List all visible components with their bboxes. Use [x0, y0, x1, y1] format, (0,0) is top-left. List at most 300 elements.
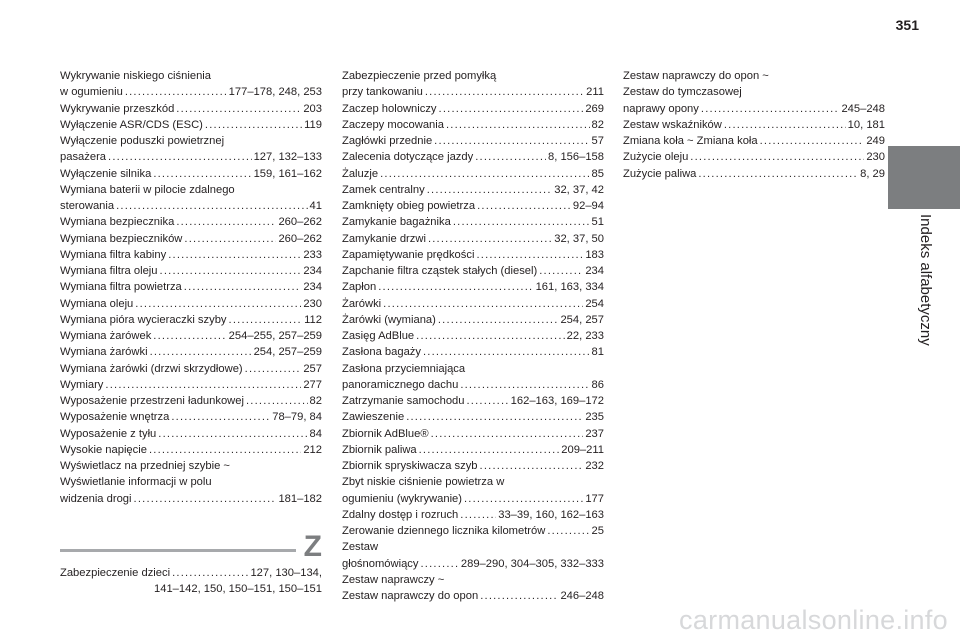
dot-leader [464, 491, 583, 507]
index-entry-pages: 183 [585, 248, 604, 261]
index-entry-line [342, 214, 604, 230]
index-entry-pages: 177–178, 248, 253 [228, 86, 322, 99]
index-entry-term-line: Wymiana baterii w pilocie zdalnego [60, 183, 235, 196]
index-entry-line [342, 166, 604, 182]
index-column-3 [623, 68, 885, 182]
dot-leader [184, 231, 276, 247]
index-entry [60, 247, 322, 263]
index-entry-line [342, 231, 604, 247]
index-entry [342, 426, 604, 442]
index-entry [342, 149, 604, 165]
dot-leader [701, 101, 840, 117]
index-entry-term: naprawy opony [623, 102, 699, 115]
index-entry-pages: 212 [303, 443, 322, 456]
dot-leader [150, 344, 252, 360]
index-entry-pages: 234 [303, 281, 322, 294]
index-entry-pages: 82 [591, 118, 604, 131]
dot-leader [116, 198, 307, 214]
dot-leader [153, 328, 226, 344]
index-entry-term: Żarówki (wymiana) [342, 313, 436, 326]
index-column-z [60, 565, 322, 598]
index-entry-term: Zmiana koła ~ Zmiana koła [623, 135, 758, 147]
index-entry [60, 361, 322, 377]
dot-leader [380, 166, 589, 182]
dot-leader [698, 166, 858, 182]
index-entry-line [342, 523, 604, 539]
index-entry-term: Wymiana żarówki (drzwi skrzydłowe) [60, 362, 243, 375]
index-entry-line [60, 442, 322, 458]
index-entry [342, 361, 604, 394]
index-entry [342, 296, 604, 312]
index-entry [342, 247, 604, 263]
index-entry-line [60, 565, 322, 581]
index-entry-term: Wyposażenie przestrzeni ładunkowej [60, 395, 244, 407]
index-entry-pages: 10, 181 [847, 118, 885, 131]
index-entry-term: Wysokie napięcie [60, 443, 147, 456]
index-entry-pages: 161, 163, 334 [535, 281, 604, 294]
dot-leader [760, 133, 865, 149]
index-entry-pages: 32, 37, 50 [554, 232, 604, 245]
index-entry-line [342, 442, 604, 458]
index-entry-line [342, 344, 604, 360]
dot-leader [108, 149, 252, 165]
dot-leader [477, 198, 571, 214]
index-entry-pages: 230 [866, 151, 885, 164]
index-entry-pages: 203 [303, 102, 322, 115]
dot-leader [105, 377, 301, 393]
index-entry-line [623, 117, 885, 133]
index-entry-term: Wymiana żarówek [60, 330, 152, 342]
dot-leader [245, 361, 302, 377]
index-entry-line [60, 149, 322, 165]
index-entry-term: Zasłona bagaży [342, 346, 421, 359]
index-entry-pages: 245–248 [841, 102, 885, 115]
index-entry [342, 166, 604, 182]
dot-leader [184, 279, 302, 295]
dot-leader [176, 214, 276, 230]
index-entry-term: Żaluzje [342, 167, 379, 180]
index-entry [60, 101, 322, 117]
index-entry-pages: 57 [591, 135, 604, 147]
index-entry-pages: 246–248 [560, 590, 604, 602]
index-entry [342, 344, 604, 360]
index-entry-line [623, 101, 885, 117]
index-entry-term-line: Zestaw naprawczy ~ [342, 573, 445, 586]
index-entry-pages: 119 [304, 118, 322, 131]
index-entry-term: Wymiana żarówki [60, 346, 148, 359]
dot-leader [434, 133, 589, 149]
index-entry-pages: 254 [585, 297, 604, 310]
dot-leader [176, 101, 301, 117]
index-entry [342, 198, 604, 214]
dot-leader [431, 426, 584, 442]
index-entry [60, 458, 322, 507]
index-entry-term: Zbiornik spryskiwacza szyb [342, 460, 478, 472]
dot-leader [428, 231, 552, 247]
index-entry-term: Wyłączenie ASR/CDS (ESC) [60, 118, 203, 131]
index-entry-line [60, 312, 322, 328]
index-entry [60, 68, 322, 101]
index-entry-term: Zużycie paliwa [623, 167, 697, 180]
dot-leader [153, 166, 251, 182]
index-entry-pages: 127, 132–133 [253, 151, 322, 164]
index-entry-term-line: Wykrywanie niskiego ciśnienia [60, 70, 211, 82]
dot-leader [480, 458, 584, 474]
index-entry-line [342, 198, 604, 214]
index-entry [342, 312, 604, 328]
index-entry-line [60, 117, 322, 133]
index-entry [60, 279, 322, 295]
index-entry-pages: 232 [585, 460, 604, 472]
index-entry-line [60, 198, 322, 214]
dot-leader [467, 393, 509, 409]
index-entry-term: Zasięg AdBlue [342, 330, 415, 342]
index-entry-line [342, 426, 604, 442]
index-entry-term-line: Wyświetlanie informacji w polu [60, 476, 212, 489]
index-entry-line [60, 361, 322, 377]
index-entry-term: ogumieniu (wykrywanie) [342, 492, 462, 505]
index-entry-term-line: Wyłączenie poduszki powietrznej [60, 135, 225, 147]
index-entry-term-line: Zestaw do tymczasowej [623, 86, 742, 99]
index-entry-line [60, 491, 322, 507]
dot-leader [480, 588, 558, 604]
index-entry-pages: 235 [585, 411, 604, 424]
index-entry [342, 507, 604, 523]
index-entry-line [60, 328, 322, 344]
index-entry-pages: 81 [591, 346, 604, 359]
index-entry [623, 133, 885, 149]
index-entry-term: Wymiana filtra powietrza [60, 281, 182, 294]
index-entry-line [60, 101, 322, 117]
index-entry-pages: 269 [585, 102, 604, 115]
dot-leader [158, 426, 307, 442]
watermark: carmanualsonline.info [679, 605, 948, 635]
index-entry-term-line: Zabezpieczenie przed pomyłką [342, 70, 497, 82]
index-entry-pages: 8, 156–158 [548, 151, 604, 164]
dot-leader [416, 328, 565, 344]
index-entry-line [342, 84, 604, 100]
index-entry-pages-continued: 141–142, 150, 150–151, 150–151 [154, 583, 322, 596]
index-entry-term: Wykrywanie przeszkód [60, 102, 175, 115]
index-entry-pages: 84 [309, 427, 322, 440]
index-entry-pages: 92–94 [572, 200, 604, 212]
dot-leader [246, 393, 308, 409]
index-entry-pages: 230 [303, 297, 322, 310]
dot-leader [135, 296, 301, 312]
index-entry-term: Zbiornik AdBlue® [342, 427, 429, 440]
page-number: 351 [895, 17, 919, 33]
index-entry-line [342, 101, 604, 117]
index-entry-term: Wymiana pióra wycieraczki szyby [60, 313, 227, 326]
index-entry-term: Zapłon [342, 281, 377, 294]
index-entry-line [342, 328, 604, 344]
index-entry-term: sterowania [60, 200, 115, 212]
index-entry-pages: 237 [585, 427, 604, 440]
index-entry-pages: 51 [591, 216, 604, 229]
index-entry-term: Zdalny dostęp i rozruch [342, 508, 459, 521]
index-entry-term: Wymiana filtra kabiny [60, 248, 167, 261]
index-entry [342, 442, 604, 458]
index-entry-pages: 33–39, 160, 162–163 [498, 508, 604, 521]
index-entry-pages: 177 [585, 492, 604, 505]
index-entry-term-line: Zasłona przyciemniająca [342, 362, 466, 375]
index-entry-line [342, 263, 604, 279]
index-entry-pages: 82 [309, 395, 322, 407]
index-entry [623, 68, 885, 117]
index-entry-pages: 254, 257 [560, 313, 604, 326]
index-entry-pages: 112 [304, 313, 322, 326]
index-entry-term-line: Wyświetlacz na przedniej szybie ~ [60, 460, 230, 472]
index-entry [623, 149, 885, 165]
index-entry [60, 263, 322, 279]
index-entry-line [342, 133, 604, 149]
index-entry-line [60, 393, 322, 409]
index-entry-term: Zapamiętywanie prędkości [342, 248, 475, 261]
index-entry [342, 133, 604, 149]
dot-leader [690, 149, 864, 165]
index-entry [342, 572, 604, 605]
index-entry-term: Żarówki [342, 297, 382, 310]
index-entry [60, 409, 322, 425]
dot-leader [460, 507, 496, 523]
index-entry-line [60, 426, 322, 442]
index-entry-pages: 181–182 [278, 492, 322, 505]
index-entry-line [623, 166, 885, 182]
index-entry-term: Wyposażenie z tyłu [60, 427, 157, 440]
index-entry-pages: 162–163, 169–172 [510, 395, 604, 407]
index-entry-term: Zabezpieczenie dzieci [60, 567, 171, 579]
dot-leader [378, 279, 533, 295]
index-entry-line [60, 231, 322, 247]
dot-leader [168, 247, 301, 263]
index-entry-line [342, 149, 604, 165]
chapter-tab [888, 146, 960, 209]
index-entry-line [342, 588, 604, 604]
dot-leader [724, 117, 846, 133]
index-entry [342, 328, 604, 344]
section-divider [60, 549, 296, 552]
index-entry [342, 231, 604, 247]
dot-leader [547, 523, 589, 539]
index-entry-term: Wymiary [60, 378, 104, 391]
dot-leader [125, 84, 227, 100]
index-entry-term: Zamknięty obieg powietrza [342, 200, 476, 212]
index-entry-line [342, 182, 604, 198]
index-entry [60, 312, 322, 328]
index-entry-term: przy tankowaniu [342, 86, 423, 99]
index-entry [342, 182, 604, 198]
index-entry [342, 101, 604, 117]
index-entry-line [342, 556, 604, 572]
index-entry-pages: 78–79, 84 [272, 411, 322, 424]
index-entry-term: głośnomówiący [342, 557, 419, 570]
index-entry-term: Zaczepy mocowania [342, 118, 444, 131]
index-entry-term-line: Zestaw naprawczy do opon ~ [623, 70, 769, 82]
index-entry-term: Zamek centralny [342, 183, 425, 196]
index-entry [60, 117, 322, 133]
index-entry-line [623, 149, 885, 165]
index-entry [342, 263, 604, 279]
index-entry-term: Zawieszenie [342, 411, 405, 424]
index-entry-line [342, 279, 604, 295]
dot-leader [205, 117, 302, 133]
dot-leader [406, 409, 583, 425]
index-entry-term: Wyposażenie wnętrza [60, 411, 170, 424]
index-entry [60, 377, 322, 393]
index-entry-term: Zatrzymanie samochodu [342, 395, 465, 407]
index-entry [342, 523, 604, 539]
index-entry-line [342, 491, 604, 507]
index-entry [342, 279, 604, 295]
index-entry-pages: 277 [303, 378, 322, 391]
index-entry-pages: 85 [591, 167, 604, 180]
dot-leader [539, 263, 583, 279]
index-entry [342, 393, 604, 409]
index-entry [623, 166, 885, 182]
index-entry-term: Zbiornik paliwa [342, 443, 417, 456]
dot-leader [420, 556, 458, 572]
index-entry-term: Wymiana bezpiecznika [60, 216, 175, 229]
dot-leader [423, 344, 590, 360]
index-entry-term-line: Zestaw [342, 541, 379, 554]
index-entry-term: Zalecenia dotyczące jazdy [342, 151, 474, 164]
index-entry-pages: 41 [309, 200, 322, 212]
index-entry-line [60, 214, 322, 230]
index-entry-pages: 234 [585, 265, 604, 277]
index-entry-pages: 260–262 [278, 216, 322, 229]
index-entry-term: Zużycie oleju [623, 151, 689, 164]
index-entry-line [342, 247, 604, 263]
index-entry-line [623, 133, 885, 149]
index-entry [60, 565, 322, 598]
index-entry [342, 458, 604, 474]
index-entry-term: Zestaw wskaźników [623, 118, 722, 131]
index-entry-pages: 249 [866, 135, 885, 147]
index-entry [342, 68, 604, 101]
dot-leader [446, 117, 590, 133]
index-entry-line [60, 279, 322, 295]
index-entry-term: w ogumieniu [60, 86, 123, 99]
dot-leader [438, 312, 559, 328]
index-column-1 [60, 68, 322, 507]
index-entry-line [60, 263, 322, 279]
index-entry [342, 214, 604, 230]
index-entry-line [342, 458, 604, 474]
dot-leader [419, 442, 560, 458]
index-entry [60, 426, 322, 442]
index-entry-pages: 289–290, 304–305, 332–333 [460, 557, 604, 570]
index-entry-term: Zerowanie dziennego licznika kilometrów [342, 525, 546, 537]
index-entry-pages: 8, 29 [860, 167, 885, 180]
index-entry-pages: 234 [303, 265, 322, 277]
dot-leader [160, 263, 302, 279]
index-entry-term: Wymiana filtra oleju [60, 265, 158, 277]
dot-leader [439, 101, 584, 117]
index-entry-pages: 25 [591, 525, 604, 537]
dot-leader [427, 182, 553, 198]
index-entry-pages: 32, 37, 42 [554, 183, 604, 196]
index-entry [342, 409, 604, 425]
index-entry [60, 231, 322, 247]
index-entry [60, 393, 322, 409]
index-entry-line [60, 409, 322, 425]
index-entry-pages: 257 [303, 362, 322, 375]
index-entry-line [60, 166, 322, 182]
index-entry-term: Zamykanie drzwi [342, 232, 426, 245]
index-entry-pages: 211 [586, 86, 604, 99]
section-header-z [60, 530, 322, 563]
index-entry [60, 328, 322, 344]
index-entry [342, 474, 604, 507]
index-entry-term: Zagłówki przednie [342, 135, 433, 147]
index-entry-pages: 254, 257–259 [253, 346, 322, 359]
index-entry-line [60, 296, 322, 312]
dot-leader [229, 312, 303, 328]
index-entry-term-line: Zbyt niskie ciśnienie powietrza w [342, 476, 505, 489]
index-entry-term: Zamykanie bagażnika [342, 216, 451, 229]
index-entry [60, 182, 322, 215]
index-entry [60, 296, 322, 312]
index-entry-pages: 159, 161–162 [253, 167, 322, 180]
index-entry-term: Zapchanie filtra cząstek stałych (diesel) [342, 265, 538, 277]
index-entry [60, 133, 322, 166]
index-entry-term: Zestaw naprawczy do opon [342, 590, 479, 602]
index-column-2 [342, 68, 604, 604]
index-entry-term: Wyłączenie silnika [60, 167, 152, 180]
index-entry-line [342, 312, 604, 328]
index-entry-term: Wymiana bezpieczników [60, 232, 183, 245]
dot-leader [172, 565, 248, 581]
dot-leader [171, 409, 270, 425]
index-entry [342, 117, 604, 133]
dot-leader [383, 296, 583, 312]
index-entry-line [342, 296, 604, 312]
index-entry-pages: 86 [591, 378, 604, 391]
index-entry [623, 117, 885, 133]
index-entry-line [342, 117, 604, 133]
index-entry-pages: 209–211 [561, 443, 604, 456]
index-entry-line [342, 409, 604, 425]
index-entry-line [60, 247, 322, 263]
index-entry-pages: 233 [303, 248, 322, 261]
index-entry-line [342, 393, 604, 409]
dot-leader [425, 84, 584, 100]
index-entry-term: panoramicznego dachu [342, 378, 459, 391]
dot-leader [475, 149, 546, 165]
index-entry-pages: 127, 130–134, [250, 567, 322, 579]
chapter-tab-label: Indeks alfabetyczny [917, 214, 934, 346]
index-entry-term: pasażera [60, 151, 107, 164]
index-entry-term: Wymiana oleju [60, 297, 134, 310]
index-entry-term: Zaczep holowniczy [342, 102, 437, 115]
index-entry [60, 166, 322, 182]
index-entry-line [60, 344, 322, 360]
dot-leader [453, 214, 590, 230]
index-entry-pages: 260–262 [278, 232, 322, 245]
dot-leader [476, 247, 583, 263]
dot-leader [460, 377, 589, 393]
index-entry-term: widzenia drogi [60, 492, 132, 505]
dot-leader [134, 491, 277, 507]
index-entry [342, 539, 604, 572]
index-entry [60, 442, 322, 458]
section-letter: Z [303, 530, 322, 563]
index-entry-pages: 22, 233 [566, 330, 604, 342]
index-entry-line [342, 377, 604, 393]
index-entry-pages: 254–255, 257–259 [228, 330, 322, 342]
dot-leader [149, 442, 301, 458]
index-entry [60, 344, 322, 360]
